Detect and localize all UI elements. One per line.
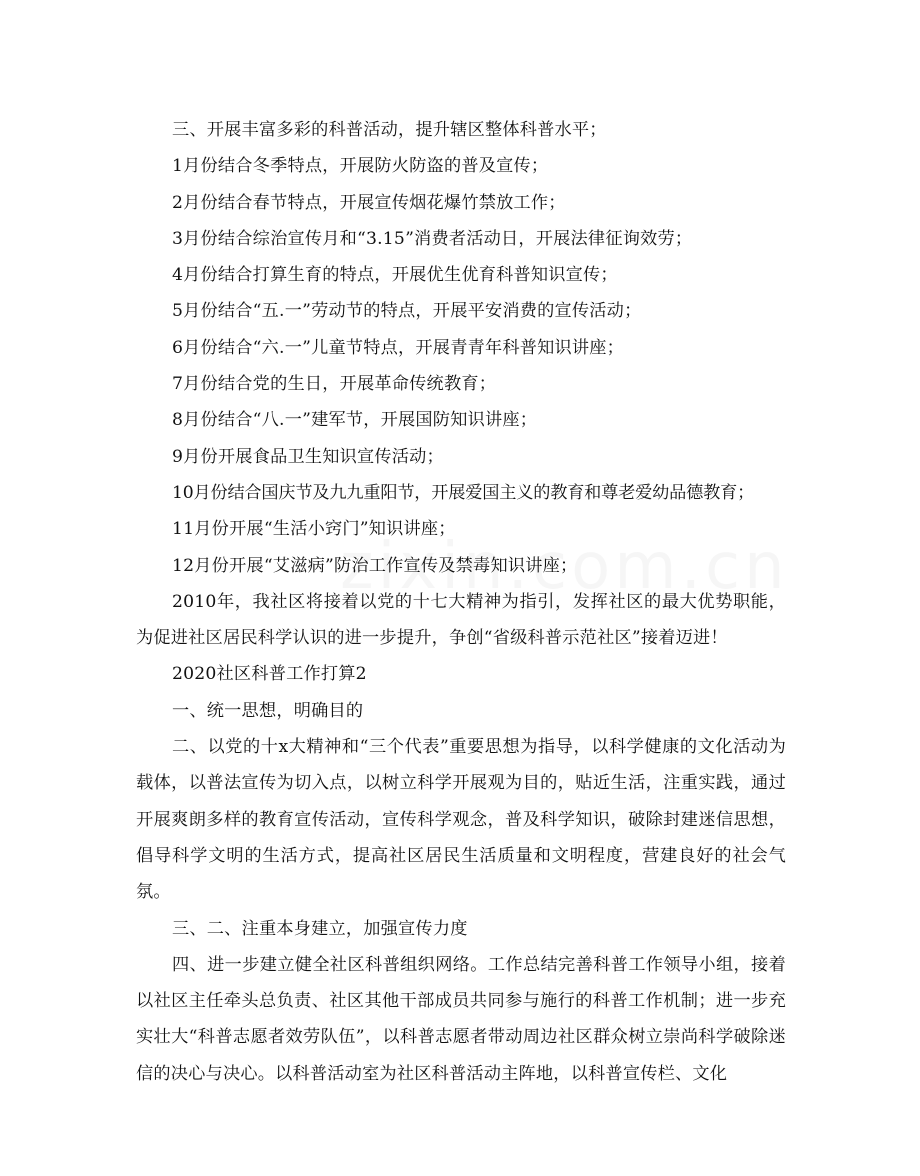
paragraph: 11月份开展“生活小窍门”知识讲座；	[172, 519, 456, 540]
paragraph: 9月份开展食品卫生知识宣传活动；	[172, 446, 444, 467]
paragraph: 二、以党的十x大精神和“三个代表”重要思想为指导，以科学健康的文化活动为载体，以普法宣传为切入点，以树立科学开展观为目的，贴近生活，注重实践，通过开展爽朗多样的教育宣传活动，宣传科学观念，普及科学知识，破除封建迷信思想，倡导科学文明的生活方式，提高社区居民生活质量和文明程度，营建良好的社会气氛。	[136, 737, 786, 903]
paragraph: 8月份结合“八.一”建军节，开展国防知识讲座；	[172, 410, 538, 431]
paragraph: 6月份结合“六.一”儿童节特点，开展青青年科普知识讲座；	[172, 337, 625, 358]
paragraph: 7月份结合党的生日，开展革命传统教育；	[172, 374, 497, 395]
section-heading: 2020社区科普工作打算2	[172, 664, 367, 685]
paragraph: 3月份结合综治宣传月和“3.15”消费者活动日，开展法律征询效劳；	[172, 228, 693, 249]
paragraph: 四、进一步建立健全社区科普组织网络。工作总结完善科普工作领导小组，接着以社区主任牵头总负责、社区其他干部成员共同参与施行的科普工作机制；进一步充实壮大“科普志愿者效劳队伍”，以科普志愿者带动周边社区群众树立崇尚科学破除迷信的决心与决心。以科普活动室为社区科普活动主阵地，以科普宣传栏、文化	[136, 954, 786, 1084]
paragraph: 一、统一思想，明确目的	[172, 700, 364, 721]
paragraph: 4月份结合打算生育的特点，开展优生优育科普知识宣传；	[172, 265, 618, 286]
paragraph: 2月份结合春节特点，开展宣传烟花爆竹禁放工作；	[172, 192, 566, 213]
paragraph: 2010年，我社区将接着以党的十七大精神为指引，发挥社区的最大优势职能，为促进社区居民科学认识的进一步提升，争创“省级科普示范社区”接着迈进！	[136, 591, 786, 649]
paragraph: 三、二、注重本身建立，加强宣传力度	[172, 918, 468, 939]
paragraph: 三、开展丰富多彩的科普活动，提升辖区整体科普水平；	[172, 120, 607, 140]
paragraph: 10月份结合国庆节及九九重阳节，开展爱国主义的教育和尊老爱幼品德教育；	[172, 482, 755, 503]
document-body	[136, 112, 786, 1092]
paragraph: 5月份结合“五.一”劳动节的特点，开展平安消费的宣传活动；	[172, 301, 642, 322]
paragraph: 12月份开展“艾滋病”防治工作宣传及禁毒知识讲座；	[172, 555, 578, 576]
paragraph: 1月份结合冬季特点，开展防火防盗的普及宣传；	[172, 156, 549, 177]
